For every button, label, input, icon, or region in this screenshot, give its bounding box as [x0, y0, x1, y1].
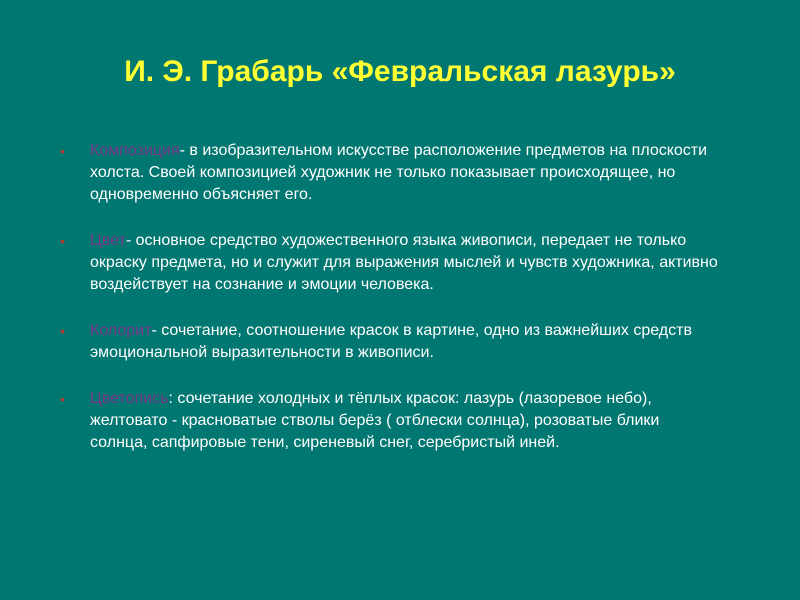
bullet-term: Цветопись: [90, 390, 169, 407]
bullet-icon: •: [60, 323, 65, 339]
bullet-term: Колорит: [90, 322, 152, 339]
bullet-icon: •: [60, 233, 65, 249]
bullet-item-color: [60, 230, 720, 296]
bullet-text: - в изобразительном искусстве расположение предметов на плоскости холста. Своей композицией художник не только показывает происходящее, но одновременно объясняет его.: [90, 142, 708, 203]
bullet-icon: •: [60, 391, 65, 407]
bullet-term: Композиция: [90, 142, 180, 159]
bullet-text: - основное средство художественного языка живописи, передает не только окраску предмета, но и служит для выражения мыслей и чувств художника, активно воздействует на сознание и эмоции человека.: [90, 232, 718, 293]
bullet-item-tsvetopis: [60, 388, 720, 454]
bullet-term: Цвет: [90, 232, 126, 249]
bullet-list: [60, 140, 720, 478]
bullet-text: : сочетание холодных и тёплых красок: лазурь (лазоревое небо), желтовато - красноватые стволы берёз ( отблески солнца), розоватые блики солнца, сапфировые тени, сиреневый снег, серебристый иней.: [90, 390, 660, 451]
bullet-text: - сочетание, соотношение красок в картине, одно из важнейших средств эмоциональной выразительности в живописи.: [90, 322, 692, 361]
bullet-icon: •: [60, 143, 65, 159]
bullet-item-colorit: [60, 320, 720, 364]
slide-title: И. Э. Грабарь «Февральская лазурь»: [124, 55, 676, 88]
bullet-item-composition: [60, 140, 720, 206]
